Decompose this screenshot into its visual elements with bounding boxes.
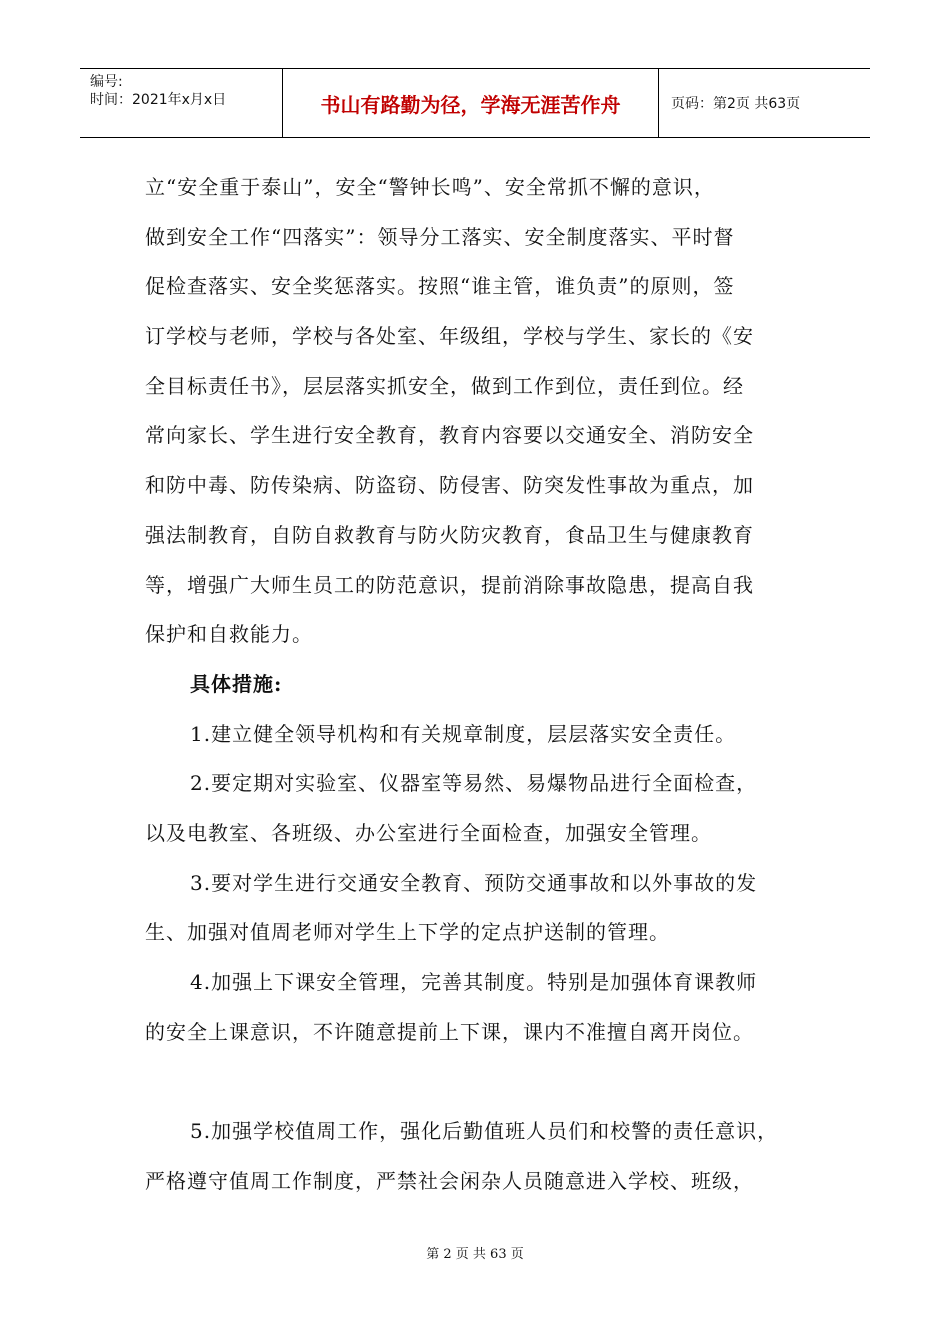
paragraph-line: 促检查落实、安全奖惩落实。按照“谁主管，谁负责”的原则，签 <box>145 274 735 299</box>
blank-gap <box>145 1057 810 1107</box>
measure-4-line-1: 4.加强上下课安全管理，完善其制度。特别是加强体育课教师 <box>190 970 758 994</box>
measures-heading: 具体措施: <box>190 671 283 696</box>
document-number-label: 编号: <box>90 74 123 90</box>
measure-4-line-2: 的安全上课意识，不许随意提前上下课，课内不准擅自离开岗位。 <box>145 1019 754 1044</box>
paragraph-line: 全目标责任书》，层层落实抓安全，做到工作到位，责任到位。经 <box>145 373 744 398</box>
measure-2-line-1: 2.要定期对实验室、仪器室等易然、易爆物品进行全面检查， <box>190 771 758 796</box>
header-motto: 书山有路勤为径，学海无涯苦作舟 <box>283 69 659 137</box>
header-meta <box>80 69 283 137</box>
paragraph-line: 立“安全重于泰山”，安全“警钟长鸣”、安全常抓不懈的意识， <box>145 175 715 199</box>
paragraph-line: 订学校与老师，学校与各处室、年级组，学校与学生、家长的《安 <box>145 324 754 349</box>
document-body <box>145 163 810 1207</box>
page-footer: 第 2 页 共 63 页 <box>426 1247 524 1262</box>
measure-1: 1.建立健全领导机构和有关规章制度，层层落实安全责任。 <box>190 721 737 746</box>
measure-3-line-1: 3.要对学生进行交通安全教育、预防交通事故和以外事故的发 <box>190 870 758 895</box>
paragraph-line: 做到安全工作“四落实”：领导分工落实、安全制度落实、平时督 <box>145 224 735 249</box>
header-page-info: 页码：第2页 共63页 <box>671 96 801 112</box>
paragraph-line: 保护和自救能力。 <box>145 622 313 647</box>
measure-3-line-2: 生、加强对值周老师对学生上下学的定点护送制的管理。 <box>145 920 670 945</box>
paragraph-line: 等，增强广大师生员工的防范意识，提前消除事故隐患，提高自我 <box>145 572 754 597</box>
page-header <box>80 68 870 138</box>
measure-5-line-1: 5.加强学校值周工作，强化后勤值班人员们和校警的责任意识， <box>190 1119 779 1144</box>
measure-2-line-2: 以及电教室、各班级、办公室进行全面检查，加强安全管理。 <box>145 820 712 845</box>
paragraph-line: 和防中毒、防传染病、防盗窃、防侵害、防突发性事故为重点，加 <box>145 473 754 498</box>
paragraph-line: 常向家长、学生进行安全教育，教育内容要以交通安全、消防安全 <box>145 423 754 448</box>
measure-5-line-2: 严格遵守值周工作制度，严禁社会闲杂人员随意进入学校、班级， <box>145 1169 754 1194</box>
document-time-label: 时间：2021年x月x日 <box>90 92 227 108</box>
paragraph-line: 强法制教育，自防自救教育与防火防灾教育，食品卫生与健康教育 <box>145 522 754 547</box>
